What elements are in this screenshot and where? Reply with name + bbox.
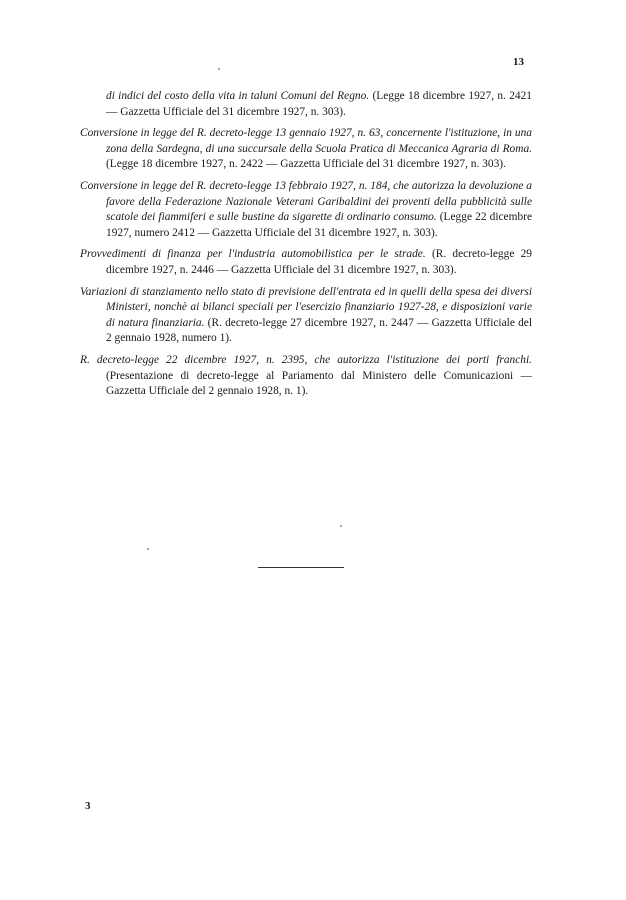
list-item <box>80 353 532 400</box>
entry-title: Variazioni di stanziamento nello stato di previsione dell'entrata ed in quelli della spesa dei diversi Ministeri, nonchè ai bilanci speciali per l'esercizio finanziario 1927-28, e disposizioni varie di natura finanziaria. <box>80 285 532 329</box>
entry-title: Conversione in legge del R. decreto-legge 13 febbraio 1927, n. 184, che autorizza la devoluzione a favore della Federazione Nazionale Veterani Garibaldini dei proventi della pubblicità sulle scatole dei fiammiferi e sulle bustine da sigarette di ordinario consumo. <box>80 179 532 224</box>
list-item <box>80 89 532 120</box>
entry-title: Conversione in legge del R. decreto-legge 13 gennaio 1927, n. 63, concernente l'istituzione, in una zona della Sardegna, di una succursale della Scuola Pratica di Meccanica Agraria di Roma. <box>80 127 532 155</box>
entry-reference: (R. decreto-legge 27 dicembre 1927, n. 2447 — Gazzetta Ufficiale del 2 gennaio 1928, numero 1). <box>106 316 532 345</box>
scan-speck <box>147 548 149 550</box>
list-item <box>80 247 532 278</box>
entry-title: di indici del costo della vita in taluni Comuni del Regno. <box>106 90 370 102</box>
entry-reference: (Legge 22 dicembre 1927, numero 2412 — Gazzetta Ufficiale del 31 dicembre 1927, n. 303). <box>106 211 533 239</box>
entry-reference: (Legge 18 dicembre 1927, n. 2421 — Gazzetta Ufficiale del 31 dicembre 1927, n. 303). <box>106 90 532 118</box>
scan-speck <box>340 525 342 527</box>
list-item <box>80 285 532 347</box>
list-item <box>80 179 532 241</box>
entry-reference: (R. decreto-legge 29 dicembre 1927, n. 2446 — Gazzetta Ufficiale del 31 dicembre 1927, n. 303). <box>106 248 532 276</box>
page-number: 13 <box>513 56 524 68</box>
list-item <box>80 126 532 173</box>
scan-speck <box>218 68 220 70</box>
section-divider <box>258 567 344 568</box>
entry-list <box>80 89 532 406</box>
entry-title: Provvedimenti di finanza per l'industria automobilistica per le strade. <box>80 248 426 261</box>
entry-reference: (Legge 18 dicembre 1927, n. 2422 — Gazzetta Ufficiale del 31 dicembre 1927, n. 303). <box>106 158 506 171</box>
entry-title: R. decreto-legge 22 dicembre 1927, n. 2395, che autorizza l'istituzione dei porti franchi. <box>80 353 532 366</box>
signature-mark: 3 <box>85 800 91 812</box>
entry-reference: (Presentazione di decreto-legge al Pariamento dal Ministero delle Comunicazioni — Gazzetta Ufficiale del 2 gennaio 1928, n. 1). <box>106 369 532 398</box>
